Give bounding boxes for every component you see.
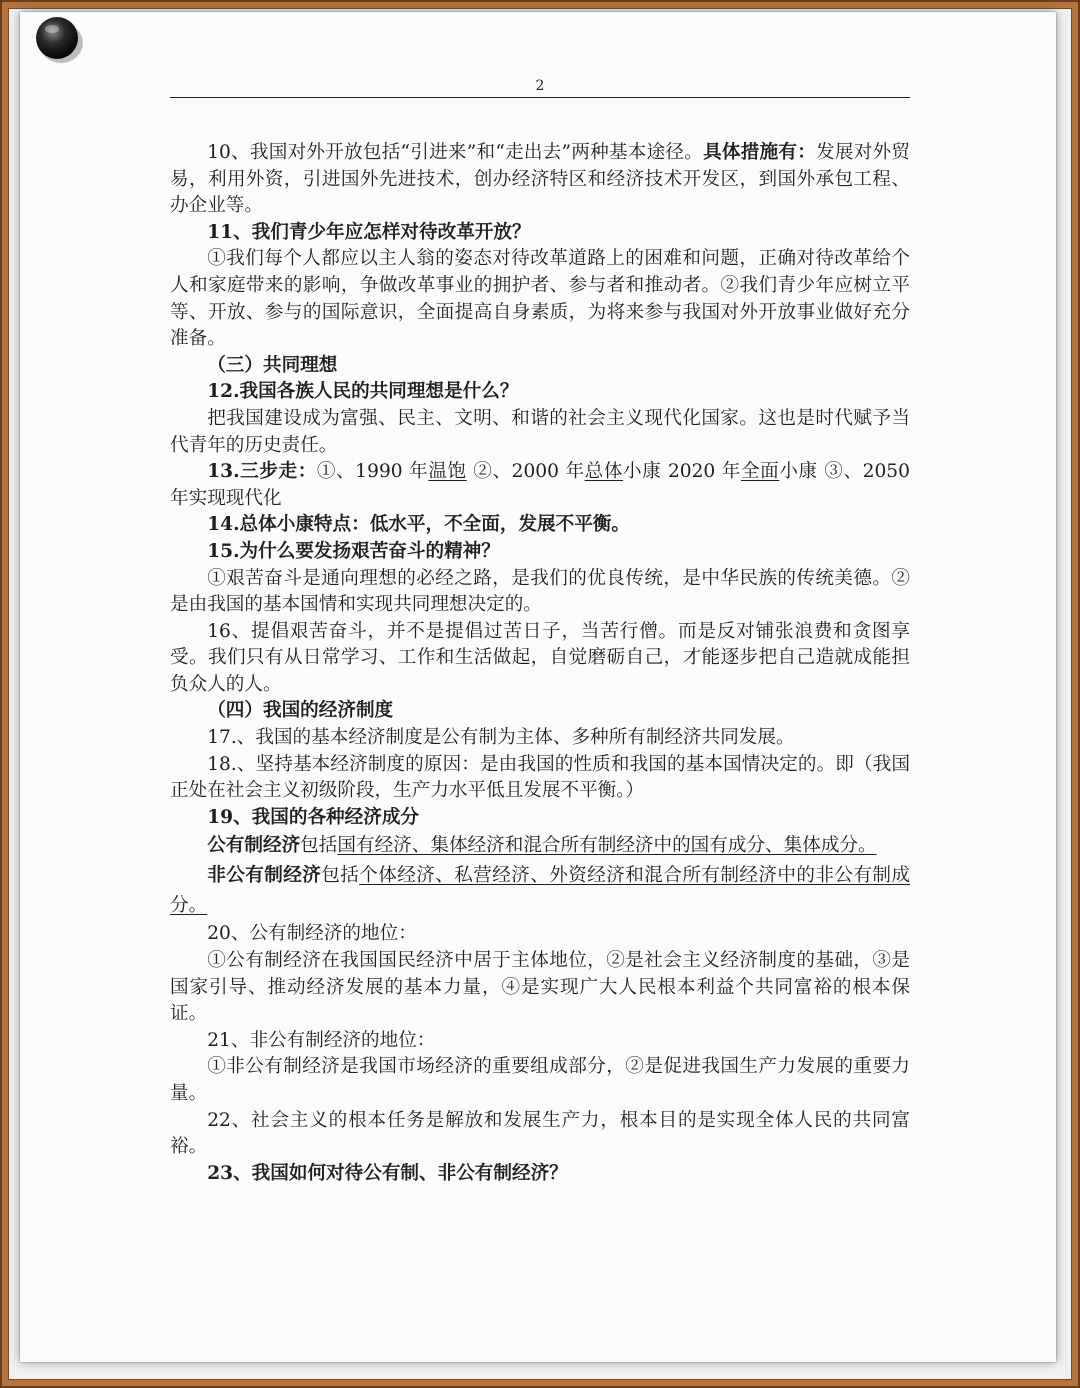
- item-10-measures-label: 具体措施有：: [703, 142, 817, 163]
- item-14: 14.总体小康特点：低水平，不全面，发展不平衡。: [207, 514, 631, 536]
- public-economy-term: 公有制经济: [207, 835, 301, 857]
- item-17: 17.、我国的基本经济制度是公有制为主体、多种所有制经济共同发展。: [207, 727, 795, 749]
- item-13-label: 13.三步走：: [207, 461, 317, 483]
- item-15-answer: ①艰苦奋斗是通向理想的必经之路，是我们的优良传统，是中华民族的传统美德。②是由我国的基本国情和实现共同理想决定的。: [170, 567, 910, 616]
- pushpin-icon: [30, 10, 88, 68]
- item-13-step3: 小康 2020 年: [623, 461, 741, 483]
- public-economy-components: 国有经济、集体经济和混合所有制经济中的国有成分、集体成分。: [337, 835, 877, 857]
- item-12-question: 12.我国各族人民的共同理想是什么？: [207, 381, 519, 403]
- item-13-step1-key: 温饱: [428, 461, 467, 483]
- item-10: [170, 140, 910, 220]
- page-number: 2: [535, 78, 545, 94]
- section-3-heading: （三）共同理想: [207, 354, 338, 376]
- nonpublic-economy-verb: 包括: [321, 865, 360, 887]
- item-21-answer: ①非公有制经济是我国市场经济的重要组成部分，②是促进我国生产力发展的重要力量。: [170, 1056, 910, 1104]
- item-20-answer: ①公有制经济在我国国民经济中居于主体地位，②是社会主义经济制度的基础，③是国家引导、推动经济发展的基本力量，④是实现广大人民根本利益个共同富裕的根本保证。: [170, 950, 910, 1025]
- item-19-question: 19、我国的各种经济成分: [207, 806, 420, 828]
- document-body: [170, 140, 910, 1187]
- item-11-answer: ①我们每个人都应以主人翁的姿态对待改革道路上的困难和问题，正确对待改革给个人和家庭带来的影响，争做改革事业的拥护者、参与者和推动者。②我们青少年应树立平等、开放、参与的国际意识，全面提高自身素质，为将来参与我国对外开放事业做好充分准备。: [170, 248, 910, 350]
- item-13-step4: 小康 ③、2050 年实现现代化: [170, 461, 910, 509]
- item-10-text: 10、我国对外开放包括“引进来”和“走出去”两种基本途径。: [207, 142, 704, 163]
- section-4-heading: （四）我国的经济制度: [207, 700, 394, 722]
- header-rule: [170, 97, 910, 98]
- item-22: 22、社会主义的根本任务是解放和发展生产力，根本目的是实现全体人民的共同富裕。: [170, 1109, 910, 1158]
- item-13-step2: ②、2000 年: [466, 461, 585, 483]
- item-13-step2-key: 总体: [584, 461, 624, 483]
- item-23-question: 23、我国如何对待公有制、非公有制经济？: [207, 1162, 568, 1184]
- item-12-answer: 把我国建设成为富强、民主、文明、和谐的社会主义现代化国家。这也是时代赋予当代青年的历史责任。: [170, 407, 910, 456]
- item-20-question: 20、公有制经济的地位：: [207, 923, 417, 945]
- nonpublic-economy-term: 非公有制经济: [207, 865, 322, 887]
- nonpublic-economy-components: 个体经济、私营经济、外资经济和混合所有制经济中的非公有制成分。: [170, 865, 910, 917]
- public-economy-verb: 包括: [300, 835, 338, 857]
- item-13-step1: ①、1990 年: [316, 461, 429, 483]
- item-19-nonpublic: [170, 861, 910, 921]
- item-13: [170, 459, 910, 512]
- item-10-measures: 发展对外贸易，利用外资，引进国外先进技术，创办经济特区和经济技术开发区，到国外承包工程、办企业等。: [170, 142, 910, 217]
- item-19-public: [170, 831, 910, 861]
- item-21-question: 21、非公有制经济的地位：: [207, 1029, 436, 1051]
- item-15-question: 15.为什么要发扬艰苦奋斗的精神？: [207, 540, 500, 562]
- item-13-step3-key: 全面: [740, 461, 780, 483]
- item-16: 16、提倡艰苦奋斗，并不是提倡过苦日子，当苦行僧。而是反对铺张浪费和贪图享受。我们只有从日常学习、工作和生活做起，自觉磨砺自己，才能逐步把自己造就成能担负众人的人。: [170, 620, 910, 695]
- item-18: 18.、坚持基本经济制度的原因：是由我国的性质和我国的基本国情决定的。即（我国正处在社会主义初级阶段，生产力水平低且发展不平衡。）: [170, 753, 910, 802]
- item-11-question: 11、我们青少年应怎样对待改革开放？: [207, 221, 531, 243]
